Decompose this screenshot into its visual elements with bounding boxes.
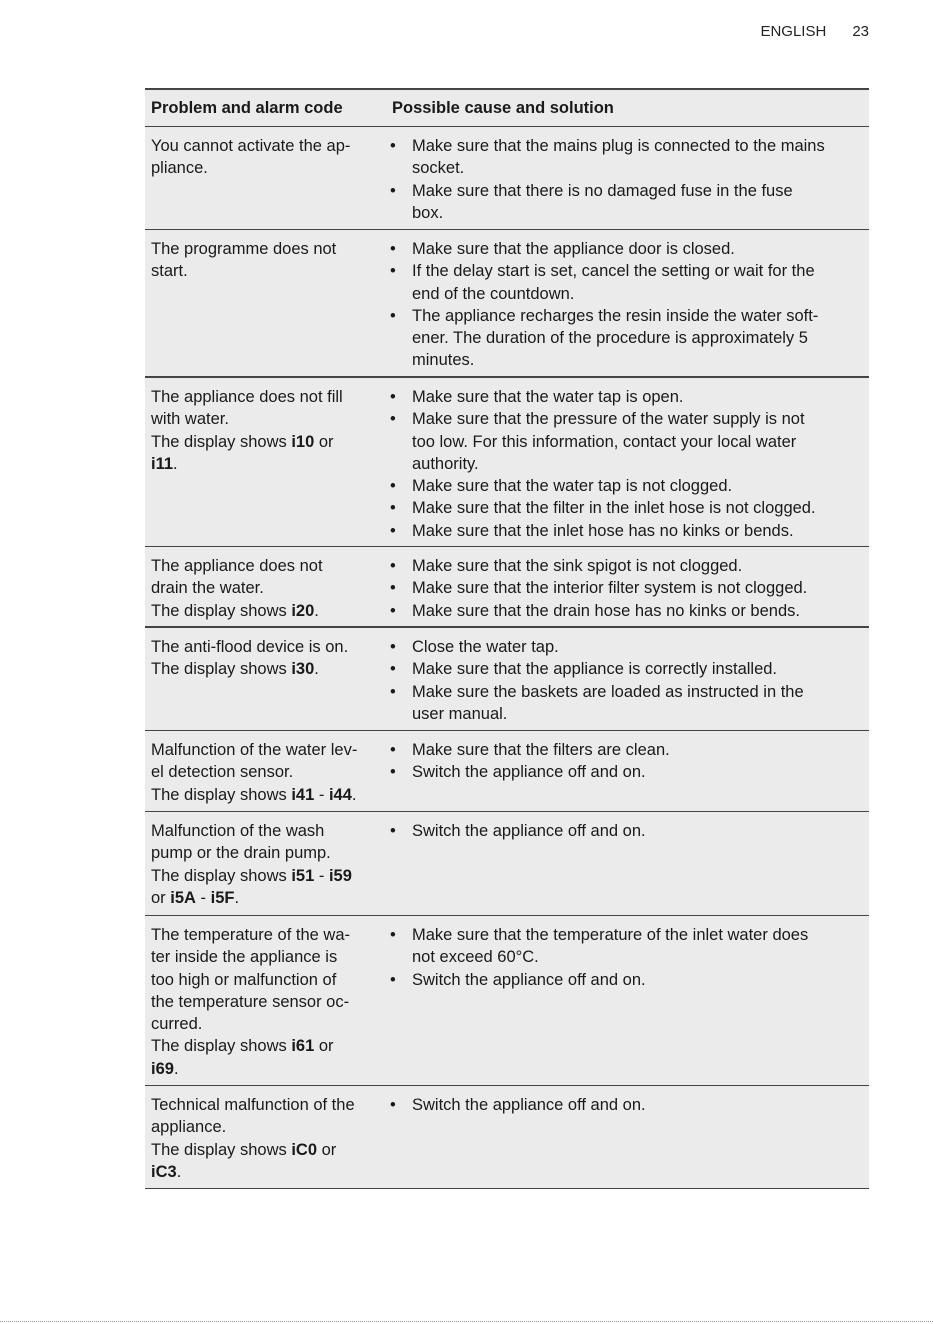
table-row xyxy=(145,1086,869,1189)
list-item: • Switch the appliance off and on. xyxy=(386,969,869,991)
solution-cell xyxy=(386,547,869,626)
list-item: • Make sure that the interior filter system is not clogged. xyxy=(386,577,869,599)
list-item: • Switch the appliance off and on. xyxy=(386,1094,869,1116)
solution-cell xyxy=(386,628,869,730)
alarm-code: iC0 xyxy=(291,1140,318,1159)
solution-cell xyxy=(386,812,869,915)
problem-cell: The programme does not start. xyxy=(151,240,337,281)
bullet-icon: • xyxy=(390,499,396,518)
table-header xyxy=(145,90,869,127)
bullet-icon: • xyxy=(390,306,396,325)
table-row xyxy=(145,916,869,1086)
list-item: • Make sure that the temperature of the inlet water does not exceed 60°C. xyxy=(386,924,869,969)
bullet-icon: • xyxy=(390,822,396,840)
bullet-icon: • xyxy=(390,970,396,989)
list-item: • Make sure that the appliance door is closed. xyxy=(386,238,869,260)
list-item: • Switch the appliance off and on. xyxy=(386,820,869,842)
alarm-code: i11 xyxy=(151,454,174,473)
list-item: • Make sure that the water tap is open. xyxy=(386,386,869,408)
alarm-code: i44 xyxy=(328,785,352,804)
bullet-icon: • xyxy=(390,410,396,429)
alarm-code: i59 xyxy=(328,866,352,885)
bullet-icon: • xyxy=(390,240,396,258)
alarm-code: i30 xyxy=(291,660,315,679)
list-item: • Make sure that the appliance is correctly installed. xyxy=(386,658,869,680)
alarm-code: i10 xyxy=(291,432,315,451)
problem-cell: Malfunction of the wash pump or the drain pump. The display shows i51 - i59 or i5A - i5F. xyxy=(151,822,352,907)
table-row xyxy=(145,378,869,547)
table-row xyxy=(145,628,869,731)
page-edge-divider xyxy=(0,1321,933,1323)
bullet-icon: • xyxy=(390,181,396,200)
list-item: • Make sure that the filters are clean. xyxy=(386,739,869,761)
list-item: • If the delay start is set, cancel the setting or wait for the end of the countdown. xyxy=(386,260,869,305)
bullet-icon: • xyxy=(390,388,396,406)
solution-cell xyxy=(386,731,869,811)
alarm-code: i5F xyxy=(210,888,235,907)
list-item: • Make sure that the filter in the inlet hose is not clogged. xyxy=(386,497,869,519)
list-item: • Make sure that the inlet hose has no kinks or bends. xyxy=(386,520,869,542)
solution-cell xyxy=(386,127,869,229)
list-item: • Make sure that the water tap is not clogged. xyxy=(386,475,869,497)
bullet-icon: • xyxy=(390,741,396,759)
column-header-solution: Possible cause and solution xyxy=(392,98,614,117)
bullet-icon: • xyxy=(390,521,396,540)
bullet-icon: • xyxy=(390,682,396,701)
bullet-icon: • xyxy=(390,262,396,281)
problem-cell: Malfunction of the water lev- el detection sensor. The display shows i41 - i44. xyxy=(151,741,358,804)
table-row xyxy=(145,230,869,378)
problem-cell: You cannot activate the ap- pliance. xyxy=(151,137,351,178)
bullet-icon: • xyxy=(390,763,396,782)
problem-cell: Technical malfunction of the appliance. The display shows iC0 or iC3. xyxy=(151,1096,355,1181)
list-item: • Make sure the baskets are loaded as instructed in the user manual. xyxy=(386,681,869,726)
bullet-icon: • xyxy=(390,477,396,496)
list-item: • Make sure that there is no damaged fuse in the fuse box. xyxy=(386,180,869,225)
list-item: • The appliance recharges the resin inside the water soft- ener. The duration of the procedure is approximately 5 minutes. xyxy=(386,305,869,372)
alarm-code: i20 xyxy=(291,601,315,620)
solution-cell xyxy=(386,378,869,546)
bullet-icon: • xyxy=(390,579,396,598)
alarm-code: i51 xyxy=(291,866,315,885)
bullet-icon: • xyxy=(390,660,396,679)
list-item: • Make sure that the pressure of the water supply is not too low. For this information, contact your local water authority. xyxy=(386,408,869,475)
bullet-icon: • xyxy=(390,137,396,155)
troubleshooting-table xyxy=(145,88,869,1189)
bullet-icon: • xyxy=(390,926,396,944)
list-item: • Make sure that the mains plug is connected to the mains socket. xyxy=(386,135,869,180)
table-row xyxy=(145,731,869,812)
language-label: ENGLISH xyxy=(760,23,827,40)
page-header xyxy=(760,23,869,40)
bullet-icon: • xyxy=(390,601,396,620)
alarm-code: iC3 xyxy=(151,1162,177,1181)
problem-cell: The anti-flood device is on. The display shows i30. xyxy=(151,638,349,679)
alarm-code: i5A xyxy=(170,888,196,907)
list-item: • Switch the appliance off and on. xyxy=(386,761,869,783)
table-row xyxy=(145,127,869,230)
list-item: • Make sure that the drain hose has no kinks or bends. xyxy=(386,600,869,622)
problem-cell: The appliance does not fill with water. The display shows i10 or i11. xyxy=(151,388,343,473)
list-item: • Make sure that the sink spigot is not clogged. xyxy=(386,555,869,577)
alarm-code: i41 xyxy=(291,785,315,804)
bullet-icon: • xyxy=(390,638,396,656)
solution-cell xyxy=(386,230,869,376)
bullet-icon: • xyxy=(390,1096,396,1114)
table-row xyxy=(145,547,869,628)
problem-cell: The appliance does not drain the water. The display shows i20. xyxy=(151,557,323,620)
table-row xyxy=(145,812,869,916)
bullet-icon: • xyxy=(390,557,396,575)
alarm-code: i61 xyxy=(291,1037,315,1056)
column-header-problem: Problem and alarm code xyxy=(151,98,343,117)
problem-cell: The temperature of the wa- ter inside the appliance is too high or malfunction of the temperature sensor oc- curred. The display shows i61 or i69. xyxy=(151,926,351,1078)
page-number: 23 xyxy=(852,23,869,40)
list-item: • Close the water tap. xyxy=(386,636,869,658)
solution-cell xyxy=(386,916,869,1085)
alarm-code: i69 xyxy=(151,1059,174,1078)
solution-cell xyxy=(386,1086,869,1188)
